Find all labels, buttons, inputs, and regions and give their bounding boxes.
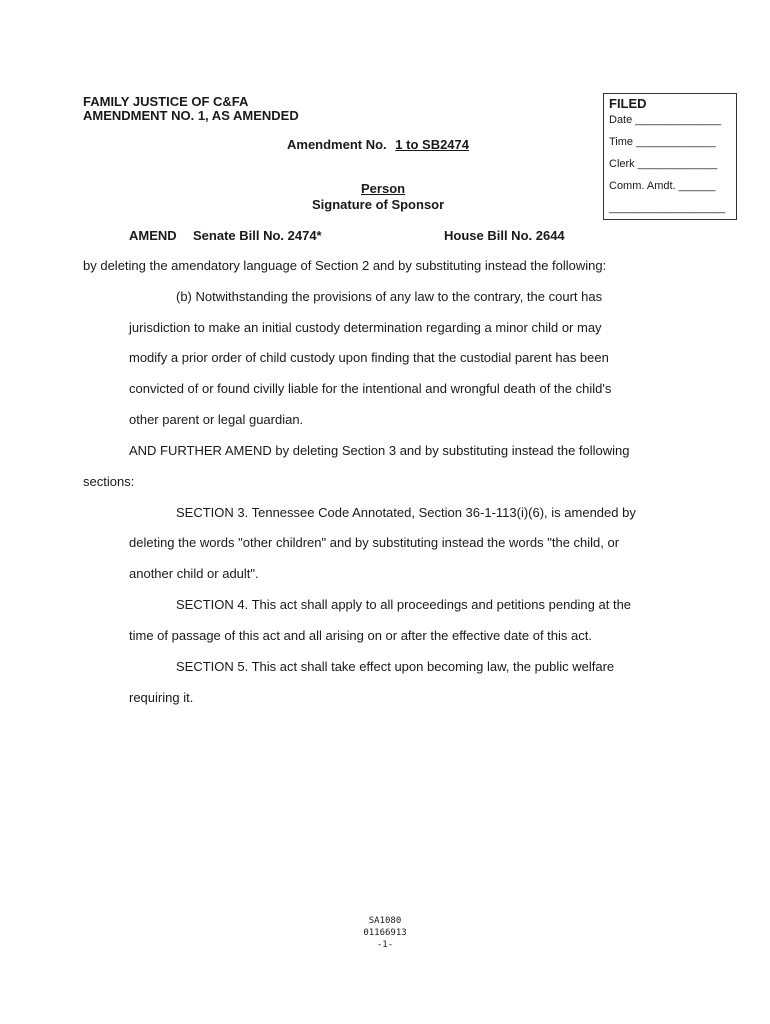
body-line: time of passage of this act and all arising on or after the effective date of this act. <box>129 628 592 643</box>
body-line: sections: <box>83 474 135 489</box>
house-bill-number: House Bill No. 2644 <box>444 228 565 243</box>
filed-time-line: Time _____________ <box>609 136 716 148</box>
body-line: modify a prior order of child custody upon finding that the custodial parent has been <box>129 350 609 365</box>
sponsor-name: Person <box>361 181 406 196</box>
filed-clerk-line: Clerk _____________ <box>609 158 718 170</box>
header-subtitle: AMENDMENT NO. 1, AS AMENDED <box>83 108 299 123</box>
amend-keyword: AMEND <box>129 228 177 243</box>
body-line: jurisdiction to make an initial custody determination regarding a minor child or may <box>129 320 602 335</box>
senate-bill-number: Senate Bill No. 2474* <box>193 228 322 243</box>
filed-comm-amdt-line: Comm. Amdt. ______ <box>609 180 716 192</box>
sponsor-caption: Signature of Sponsor <box>312 197 445 212</box>
body-line: convicted of or found civilly liable for the intentional and wrongful death of the child's <box>129 381 612 396</box>
body-line: requiring it. <box>129 690 194 705</box>
body-line: AND FURTHER AMEND by deleting Section 3 and by substituting instead the following <box>129 443 630 458</box>
body-line: SECTION 4. This act shall apply to all proceedings and petitions pending at the <box>176 597 632 612</box>
body-line: by deleting the amendatory language of Section 2 and by substituting instead the following: <box>83 258 607 273</box>
footer-number: 01166913 <box>363 928 407 938</box>
body-line: (b) Notwithstanding the provisions of any law to the contrary, the court has <box>176 289 603 304</box>
filed-stamp-box <box>603 93 737 220</box>
body-line: deleting the words "other children" and by substituting instead the words "the child, or <box>129 535 620 550</box>
body-line: other parent or legal guardian. <box>129 412 304 427</box>
amendment-number: 1 to SB2474 <box>395 137 469 152</box>
body-line: SECTION 5. This act shall take effect upon becoming law, the public welfare <box>176 659 615 674</box>
body-line: SECTION 3. Tennessee Code Annotated, Section 36-1-113(i)(6), is amended by <box>176 505 636 520</box>
amendment-number-line <box>287 137 469 153</box>
footer-code: SA1080 <box>368 916 402 926</box>
page-number: -1- <box>376 940 394 950</box>
filed-title: FILED <box>609 96 647 111</box>
amendment-prefix: Amendment No. <box>287 137 387 152</box>
filed-date-line: Date ______________ <box>609 114 721 126</box>
filed-blank-line: ___________________ <box>609 202 726 214</box>
header-title: FAMILY JUSTICE OF C&FA <box>83 94 249 109</box>
body-line: another child or adult". <box>129 566 259 581</box>
